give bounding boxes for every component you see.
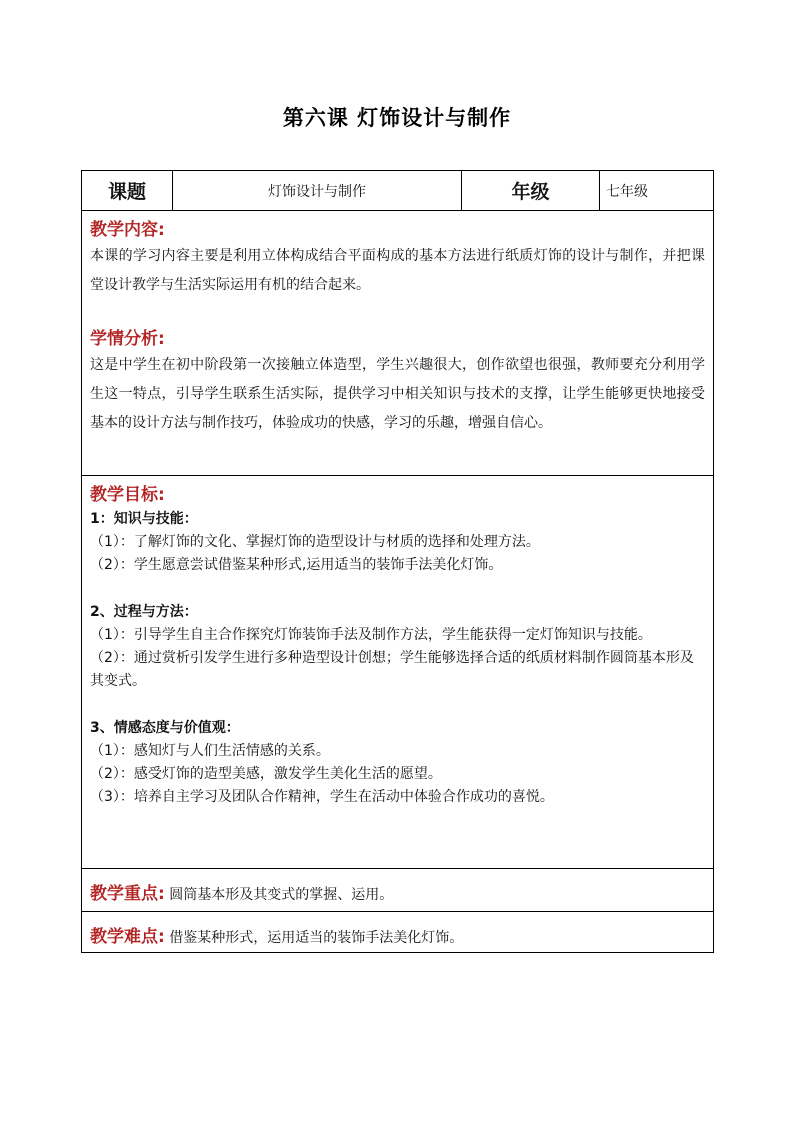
objective-item: （1）：了解灯饰的文化、掌握灯饰的造型设计与材质的选择和处理方法。 xyxy=(90,534,540,550)
difficulty-label: 教学难点: xyxy=(90,927,165,947)
grade-value: 七年级 xyxy=(600,171,714,211)
key-point-row xyxy=(82,869,714,912)
grade-label: 年级 xyxy=(462,171,600,211)
objective-item: （1）：引导学生自主合作探究灯饰装饰手法及制作方法，学生能获得一定灯饰知识与技能。 xyxy=(90,627,652,643)
objective-group-heading: 3、情感态度与价值观： xyxy=(90,720,240,736)
header-row xyxy=(82,171,714,211)
analysis-text: 这是中学生在初中阶段第一次接触立体造型，学生兴趣很大，创作欲望也很强，教师要充分利用学生这一特点，引导学生联系生活实际，提供学习中相关知识与技术的支撑，让学生能够更快地接受基本的设计方法与制作技巧，体验成功的快感，学习的乐趣，增强自信心。 xyxy=(90,357,705,431)
key-point-text: 圆筒基本形及其变式的掌握、运用。 xyxy=(169,887,394,903)
page-title: 第六课 灯饰设计与制作 xyxy=(282,105,512,130)
topic-value: 灯饰设计与制作 xyxy=(173,171,462,211)
objective-item: （1）：感知灯与人们生活情感的关系。 xyxy=(90,743,330,759)
objectives-title: 教学目标: xyxy=(90,485,165,505)
lesson-plan-table xyxy=(81,170,714,953)
key-point-label: 教学重点: xyxy=(90,884,165,904)
content-text: 本课的学习内容主要是利用立体构成结合平面构成的基本方法进行纸质灯饰的设计与制作，并把课堂设计教学与生活实际运用有机的结合起来。 xyxy=(90,248,705,293)
objectives-row xyxy=(82,476,714,869)
content-analysis-row xyxy=(82,211,714,476)
objective-item: （2）：学生愿意尝试借鉴某种形式,运用适当的装饰手法美化灯饰。 xyxy=(90,557,503,573)
content-title: 教学内容: xyxy=(90,220,165,240)
analysis-title: 学情分析: xyxy=(90,329,165,349)
difficulty-text: 借鉴某种形式，运用适当的装饰手法美化灯饰。 xyxy=(169,930,464,946)
objective-group-heading: 2、过程与方法： xyxy=(90,604,198,620)
objective-item: （3）：培养自主学习及团队合作精神，学生在活动中体验合作成功的喜悦。 xyxy=(90,789,554,805)
objective-group-heading: 1：知识与技能： xyxy=(90,511,198,527)
objective-item: （2）：通过赏析引发学生进行多种造型设计创想；学生能够选择合适的纸质材料制作圆筒基本形及其变式。 xyxy=(90,650,694,689)
topic-label: 课题 xyxy=(82,171,173,211)
objective-item: （2）：感受灯饰的造型美感，激发学生美化生活的愿望。 xyxy=(90,766,442,782)
difficulty-row xyxy=(82,912,714,953)
